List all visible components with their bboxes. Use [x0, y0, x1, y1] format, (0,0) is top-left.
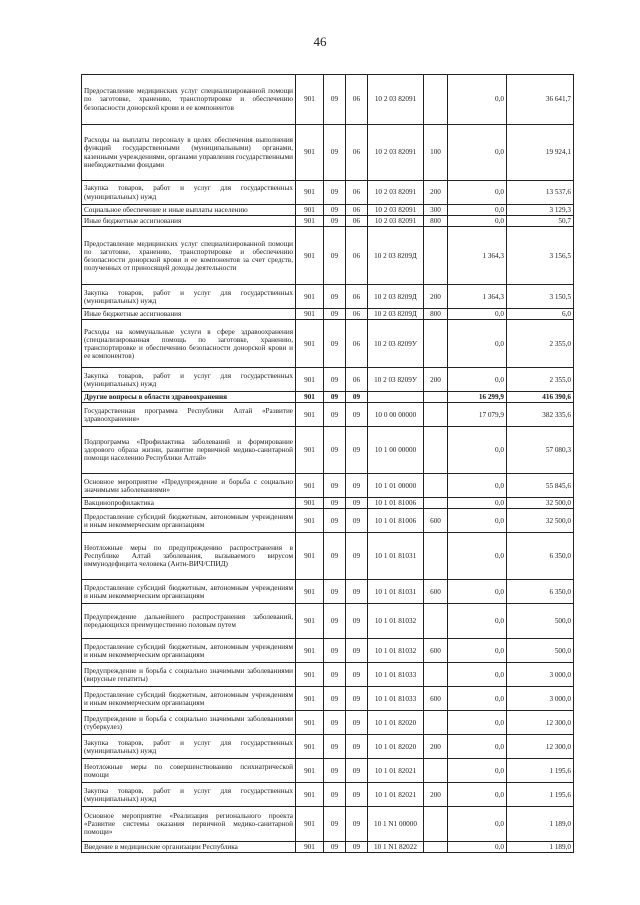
section-code: 09: [324, 216, 346, 227]
admin-code: 901: [296, 783, 324, 807]
row-name: Расходы на выплаты персоналу в целях обеспечения выполнения функций государственными (муниципальными) органами, казенными учреждениями, органами управления государственными внебюджетными фондами: [82, 125, 296, 181]
expense-type: 200: [424, 368, 448, 392]
target-article: [368, 392, 424, 403]
expense-type: 300: [424, 205, 448, 216]
table-row: [82, 759, 574, 783]
expense-type: 200: [424, 285, 448, 309]
target-article: 10 1 01 00000: [368, 474, 424, 498]
amount-2: 1 195,6: [507, 759, 574, 783]
subsection-code: 09: [346, 533, 368, 580]
row-name: Предоставление субсидий бюджетным, автономным учреждениям и иным некоммерческим организациям: [82, 509, 296, 533]
amount-2: 55 845,6: [507, 474, 574, 498]
table-row: [82, 580, 574, 604]
expense-type: [424, 320, 448, 368]
row-name: Иные бюджетные ассигнования: [82, 216, 296, 227]
amount-1: 0,0: [448, 368, 507, 392]
amount-2: 3 129,3: [507, 205, 574, 216]
subsection-code: 06: [346, 216, 368, 227]
target-article: 10 1 01 81006: [368, 498, 424, 509]
row-name: Основное мероприятие «Предупреждение и борьба с социально значимыми заболеваниями»: [82, 474, 296, 498]
table-row: [82, 842, 574, 853]
admin-code: 901: [296, 663, 324, 687]
section-code: 09: [324, 687, 346, 711]
expense-type: 200: [424, 181, 448, 205]
amount-1: 0,0: [448, 181, 507, 205]
admin-code: 901: [296, 509, 324, 533]
amount-1: 0,0: [448, 205, 507, 216]
amount-2: 50,7: [507, 216, 574, 227]
admin-code: 901: [296, 474, 324, 498]
admin-code: 901: [296, 427, 324, 474]
row-name: Вакцинопрофилактика: [82, 498, 296, 509]
amount-1: 1 364,3: [448, 285, 507, 309]
amount-2: 6 350,0: [507, 580, 574, 604]
subsection-code: 09: [346, 842, 368, 853]
amount-1: 0,0: [448, 498, 507, 509]
admin-code: 901: [296, 227, 324, 285]
admin-code: 901: [296, 498, 324, 509]
expense-type: [424, 842, 448, 853]
target-article: 10 2 03 82091: [368, 125, 424, 181]
table-row: [82, 783, 574, 807]
amount-1: 0,0: [448, 711, 507, 735]
section-code: 09: [324, 580, 346, 604]
amount-2: 36 641,7: [507, 75, 574, 125]
row-name: Иные бюджетные ассигнования: [82, 309, 296, 320]
admin-code: 901: [296, 842, 324, 853]
table-row: [82, 498, 574, 509]
subsection-code: 06: [346, 125, 368, 181]
expense-type: 200: [424, 735, 448, 759]
subsection-code: 06: [346, 205, 368, 216]
table-row: [82, 604, 574, 639]
target-article: 10 1 01 82020: [368, 711, 424, 735]
budget-table: [81, 74, 574, 853]
amount-2: 12 300,0: [507, 711, 574, 735]
expense-type: 100: [424, 125, 448, 181]
table-row: [82, 639, 574, 663]
section-code: 09: [324, 735, 346, 759]
amount-1: 0,0: [448, 842, 507, 853]
subsection-code: 09: [346, 663, 368, 687]
budget-table-body: [82, 75, 574, 853]
section-code: 09: [324, 403, 346, 427]
row-name: Предупреждение и борьба с социально значимыми заболеваниями (туберкулез): [82, 711, 296, 735]
amount-2: 1 189,0: [507, 842, 574, 853]
amount-1: 0,0: [448, 783, 507, 807]
admin-code: 901: [296, 533, 324, 580]
amount-1: 0,0: [448, 639, 507, 663]
subsection-code: 09: [346, 639, 368, 663]
section-code: 09: [324, 711, 346, 735]
admin-code: 901: [296, 604, 324, 639]
admin-code: 901: [296, 181, 324, 205]
admin-code: 901: [296, 403, 324, 427]
amount-1: 0,0: [448, 687, 507, 711]
section-code: 09: [324, 842, 346, 853]
amount-1: 0,0: [448, 75, 507, 125]
table-row: [82, 687, 574, 711]
subsection-code: 06: [346, 181, 368, 205]
section-code: 09: [324, 392, 346, 403]
section-code: 09: [324, 205, 346, 216]
amount-2: 13 537,6: [507, 181, 574, 205]
amount-2: 3 156,5: [507, 227, 574, 285]
amount-2: 1 189,0: [507, 807, 574, 842]
section-code: 09: [324, 509, 346, 533]
amount-2: 6,0: [507, 309, 574, 320]
section-code: 09: [324, 427, 346, 474]
expense-type: 800: [424, 309, 448, 320]
admin-code: 901: [296, 759, 324, 783]
admin-code: 901: [296, 216, 324, 227]
target-article: 10 1 01 82021: [368, 759, 424, 783]
subsection-code: 09: [346, 498, 368, 509]
amount-2: 500,0: [507, 604, 574, 639]
table-row: [82, 125, 574, 181]
target-article: 10 0 00 00000: [368, 403, 424, 427]
expense-type: 600: [424, 580, 448, 604]
table-row: [82, 509, 574, 533]
row-name: Введение в медицинские организации Республика: [82, 842, 296, 853]
admin-code: 901: [296, 75, 324, 125]
target-article: 10 2 03 8209У: [368, 320, 424, 368]
expense-type: [424, 498, 448, 509]
amount-1: 16 299,9: [448, 392, 507, 403]
subsection-code: 06: [346, 368, 368, 392]
table-row: [82, 181, 574, 205]
amount-1: 0,0: [448, 735, 507, 759]
table-row: [82, 427, 574, 474]
subsection-code: 09: [346, 474, 368, 498]
section-code: 09: [324, 533, 346, 580]
row-name: Предупреждение и борьба с социально значимыми заболеваниями (вирусные гепатиты): [82, 663, 296, 687]
subsection-code: 09: [346, 403, 368, 427]
admin-code: 901: [296, 639, 324, 663]
subsection-code: 09: [346, 427, 368, 474]
section-code: 09: [324, 125, 346, 181]
target-article: 10 1 00 00000: [368, 427, 424, 474]
admin-code: 901: [296, 807, 324, 842]
amount-1: 0,0: [448, 663, 507, 687]
admin-code: 901: [296, 368, 324, 392]
expense-type: [424, 403, 448, 427]
row-name: Закупка товаров, работ и услуг для государственных (муниципальных) нужд: [82, 368, 296, 392]
section-code: 09: [324, 783, 346, 807]
subsection-code: 09: [346, 509, 368, 533]
expense-type: [424, 759, 448, 783]
amount-1: 0,0: [448, 320, 507, 368]
section-code: 09: [324, 309, 346, 320]
admin-code: 901: [296, 687, 324, 711]
admin-code: 901: [296, 735, 324, 759]
target-article: 10 1 01 81032: [368, 639, 424, 663]
subsection-code: 09: [346, 392, 368, 403]
section-code: 09: [324, 759, 346, 783]
section-code: 09: [324, 474, 346, 498]
target-article: 10 1 01 81033: [368, 663, 424, 687]
amount-1: 0,0: [448, 533, 507, 580]
row-name: Подпрограмма «Профилактика заболеваний и формирование здорового образа жизни, развитие первичной медико-санитарной помощи населению Республики Алтай»: [82, 427, 296, 474]
expense-type: [424, 663, 448, 687]
expense-type: 600: [424, 639, 448, 663]
amount-1: 0,0: [448, 580, 507, 604]
subsection-code: 09: [346, 807, 368, 842]
admin-code: 901: [296, 125, 324, 181]
amount-2: 12 300,0: [507, 735, 574, 759]
admin-code: 901: [296, 205, 324, 216]
admin-code: 901: [296, 309, 324, 320]
target-article: 10 2 03 82091: [368, 75, 424, 125]
table-row: [82, 711, 574, 735]
section-code: 09: [324, 75, 346, 125]
section-code: 09: [324, 807, 346, 842]
row-name: Закупка товаров, работ и услуг для государственных (муниципальных) нужд: [82, 783, 296, 807]
subsection-code: 06: [346, 320, 368, 368]
amount-2: 57 080,3: [507, 427, 574, 474]
page-number: 46: [313, 34, 327, 49]
table-row: [82, 75, 574, 125]
row-name: Предоставление субсидий бюджетным, автономным учреждениям и иным некоммерческим организациям: [82, 687, 296, 711]
row-name: Социальное обеспечение и иные выплаты населению: [82, 205, 296, 216]
row-name: Неотложные меры по совершенствованию психиатрической помощи: [82, 759, 296, 783]
subsection-code: 06: [346, 309, 368, 320]
amount-2: 2 355,0: [507, 368, 574, 392]
target-article: 10 2 03 8209Д: [368, 309, 424, 320]
admin-code: 901: [296, 580, 324, 604]
amount-1: 0,0: [448, 309, 507, 320]
expense-type: [424, 427, 448, 474]
table-row: [82, 392, 574, 403]
row-name: Государственная программа Республики Алтай «Развитие здравоохранения»: [82, 403, 296, 427]
target-article: 10 2 03 8209У: [368, 368, 424, 392]
target-article: 10 1 01 81006: [368, 509, 424, 533]
amount-1: 0,0: [448, 509, 507, 533]
table-row: [82, 663, 574, 687]
target-article: 10 2 03 8209Д: [368, 285, 424, 309]
row-name: Закупка товаров, работ и услуг для государственных (муниципальных) нужд: [82, 285, 296, 309]
subsection-code: 09: [346, 759, 368, 783]
row-name: Основное мероприятие «Реализация регионального проекта «Развитие системы оказания первичной медико-санитарной помощи»: [82, 807, 296, 842]
amount-2: 32 500,0: [507, 498, 574, 509]
section-code: 09: [324, 368, 346, 392]
expense-type: 800: [424, 216, 448, 227]
target-article: 10 1 01 81033: [368, 687, 424, 711]
table-row: [82, 205, 574, 216]
admin-code: 901: [296, 285, 324, 309]
amount-2: 3 000,0: [507, 687, 574, 711]
amount-2: 32 500,0: [507, 509, 574, 533]
amount-2: 1 195,6: [507, 783, 574, 807]
subsection-code: 06: [346, 227, 368, 285]
row-name: Расходы на коммунальные услуги в сфере здравоохранения (специализированная помощь по заготовке, хранению, транспортировке и обеспечению безопасности донорской крови и ее компонентов): [82, 320, 296, 368]
subsection-code: 06: [346, 285, 368, 309]
target-article: 10 1 N1 82022: [368, 842, 424, 853]
amount-2: 19 924,1: [507, 125, 574, 181]
expense-type: 600: [424, 687, 448, 711]
row-name: Предоставление субсидий бюджетным, автономным учреждениям и иным некоммерческим организациям: [82, 580, 296, 604]
section-code: 09: [324, 663, 346, 687]
amount-1: 0,0: [448, 474, 507, 498]
section-code: 09: [324, 320, 346, 368]
target-article: 10 1 01 81031: [368, 533, 424, 580]
amount-1: 0,0: [448, 216, 507, 227]
amount-1: 0,0: [448, 604, 507, 639]
target-article: 10 1 01 81031: [368, 580, 424, 604]
admin-code: 901: [296, 711, 324, 735]
table-row: [82, 320, 574, 368]
row-name: Предупреждение дальнейшего распространения заболеваний, передающихся преимущественно половым путем: [82, 604, 296, 639]
amount-1: 0,0: [448, 427, 507, 474]
admin-code: 901: [296, 392, 324, 403]
section-code: 09: [324, 181, 346, 205]
section-code: 09: [324, 285, 346, 309]
subsection-code: 06: [346, 75, 368, 125]
admin-code: 901: [296, 320, 324, 368]
expense-type: [424, 75, 448, 125]
row-name: Предоставление субсидий бюджетным, автономным учреждениям и иным некоммерческим организациям: [82, 639, 296, 663]
section-code: 09: [324, 498, 346, 509]
expense-type: 600: [424, 509, 448, 533]
table-row: [82, 368, 574, 392]
target-article: 10 1 01 82020: [368, 735, 424, 759]
target-article: 10 1 01 81032: [368, 604, 424, 639]
amount-1: 1 364,3: [448, 227, 507, 285]
amount-2: 416 390,6: [507, 392, 574, 403]
expense-type: [424, 474, 448, 498]
subsection-code: 09: [346, 735, 368, 759]
subsection-code: 09: [346, 580, 368, 604]
amount-1: 0,0: [448, 807, 507, 842]
amount-2: 6 350,0: [507, 533, 574, 580]
table-row: [82, 309, 574, 320]
expense-type: [424, 227, 448, 285]
table-row: [82, 533, 574, 580]
row-name: Предоставление медицинских услуг специализированной помощи по заготовке, хранению, транспортировке и обеспечению безопасности донорской крови и ее компонентов: [82, 75, 296, 125]
amount-1: 0,0: [448, 125, 507, 181]
table-row: [82, 474, 574, 498]
table-row: [82, 807, 574, 842]
target-article: 10 1 N1 00000: [368, 807, 424, 842]
table-row: [82, 227, 574, 285]
target-article: 10 1 01 82021: [368, 783, 424, 807]
expense-type: 200: [424, 783, 448, 807]
section-code: 09: [324, 604, 346, 639]
target-article: 10 2 03 82091: [368, 181, 424, 205]
expense-type: [424, 392, 448, 403]
amount-2: 382 335,6: [507, 403, 574, 427]
expense-type: [424, 604, 448, 639]
table-row: [82, 216, 574, 227]
row-name: Другие вопросы в области здравоохранения: [82, 392, 296, 403]
expense-type: [424, 807, 448, 842]
amount-1: 0,0: [448, 759, 507, 783]
section-code: 09: [324, 639, 346, 663]
target-article: 10 2 03 82091: [368, 205, 424, 216]
section-code: 09: [324, 227, 346, 285]
amount-1: 17 079,9: [448, 403, 507, 427]
row-name: Закупка товаров, работ и услуг для государственных (муниципальных) нужд: [82, 735, 296, 759]
subsection-code: 09: [346, 711, 368, 735]
table-row: [82, 285, 574, 309]
expense-type: [424, 533, 448, 580]
target-article: 10 2 03 8209Д: [368, 227, 424, 285]
row-name: Неотложные меры по предупреждению распространения в Республике Алтай заболевания, вызываемого вирусом иммунодефицита человека (Анти-ВИЧ/СПИД): [82, 533, 296, 580]
row-name: Закупка товаров, работ и услуг для государственных (муниципальных) нужд: [82, 181, 296, 205]
amount-2: 2 355,0: [507, 320, 574, 368]
amount-2: 3 000,0: [507, 663, 574, 687]
subsection-code: 09: [346, 687, 368, 711]
amount-2: 3 150,5: [507, 285, 574, 309]
table-row: [82, 403, 574, 427]
row-name: Предоставление медицинских услуг специализированной помощи по заготовке, хранению, транспортировке и обеспечению безопасности донорской крови и ее компонентов за счет средств, полученных от приносящей доходы деятельности: [82, 227, 296, 285]
expense-type: [424, 711, 448, 735]
target-article: 10 2 03 82091: [368, 216, 424, 227]
table-row: [82, 735, 574, 759]
subsection-code: 09: [346, 783, 368, 807]
subsection-code: 09: [346, 604, 368, 639]
amount-2: 500,0: [507, 639, 574, 663]
